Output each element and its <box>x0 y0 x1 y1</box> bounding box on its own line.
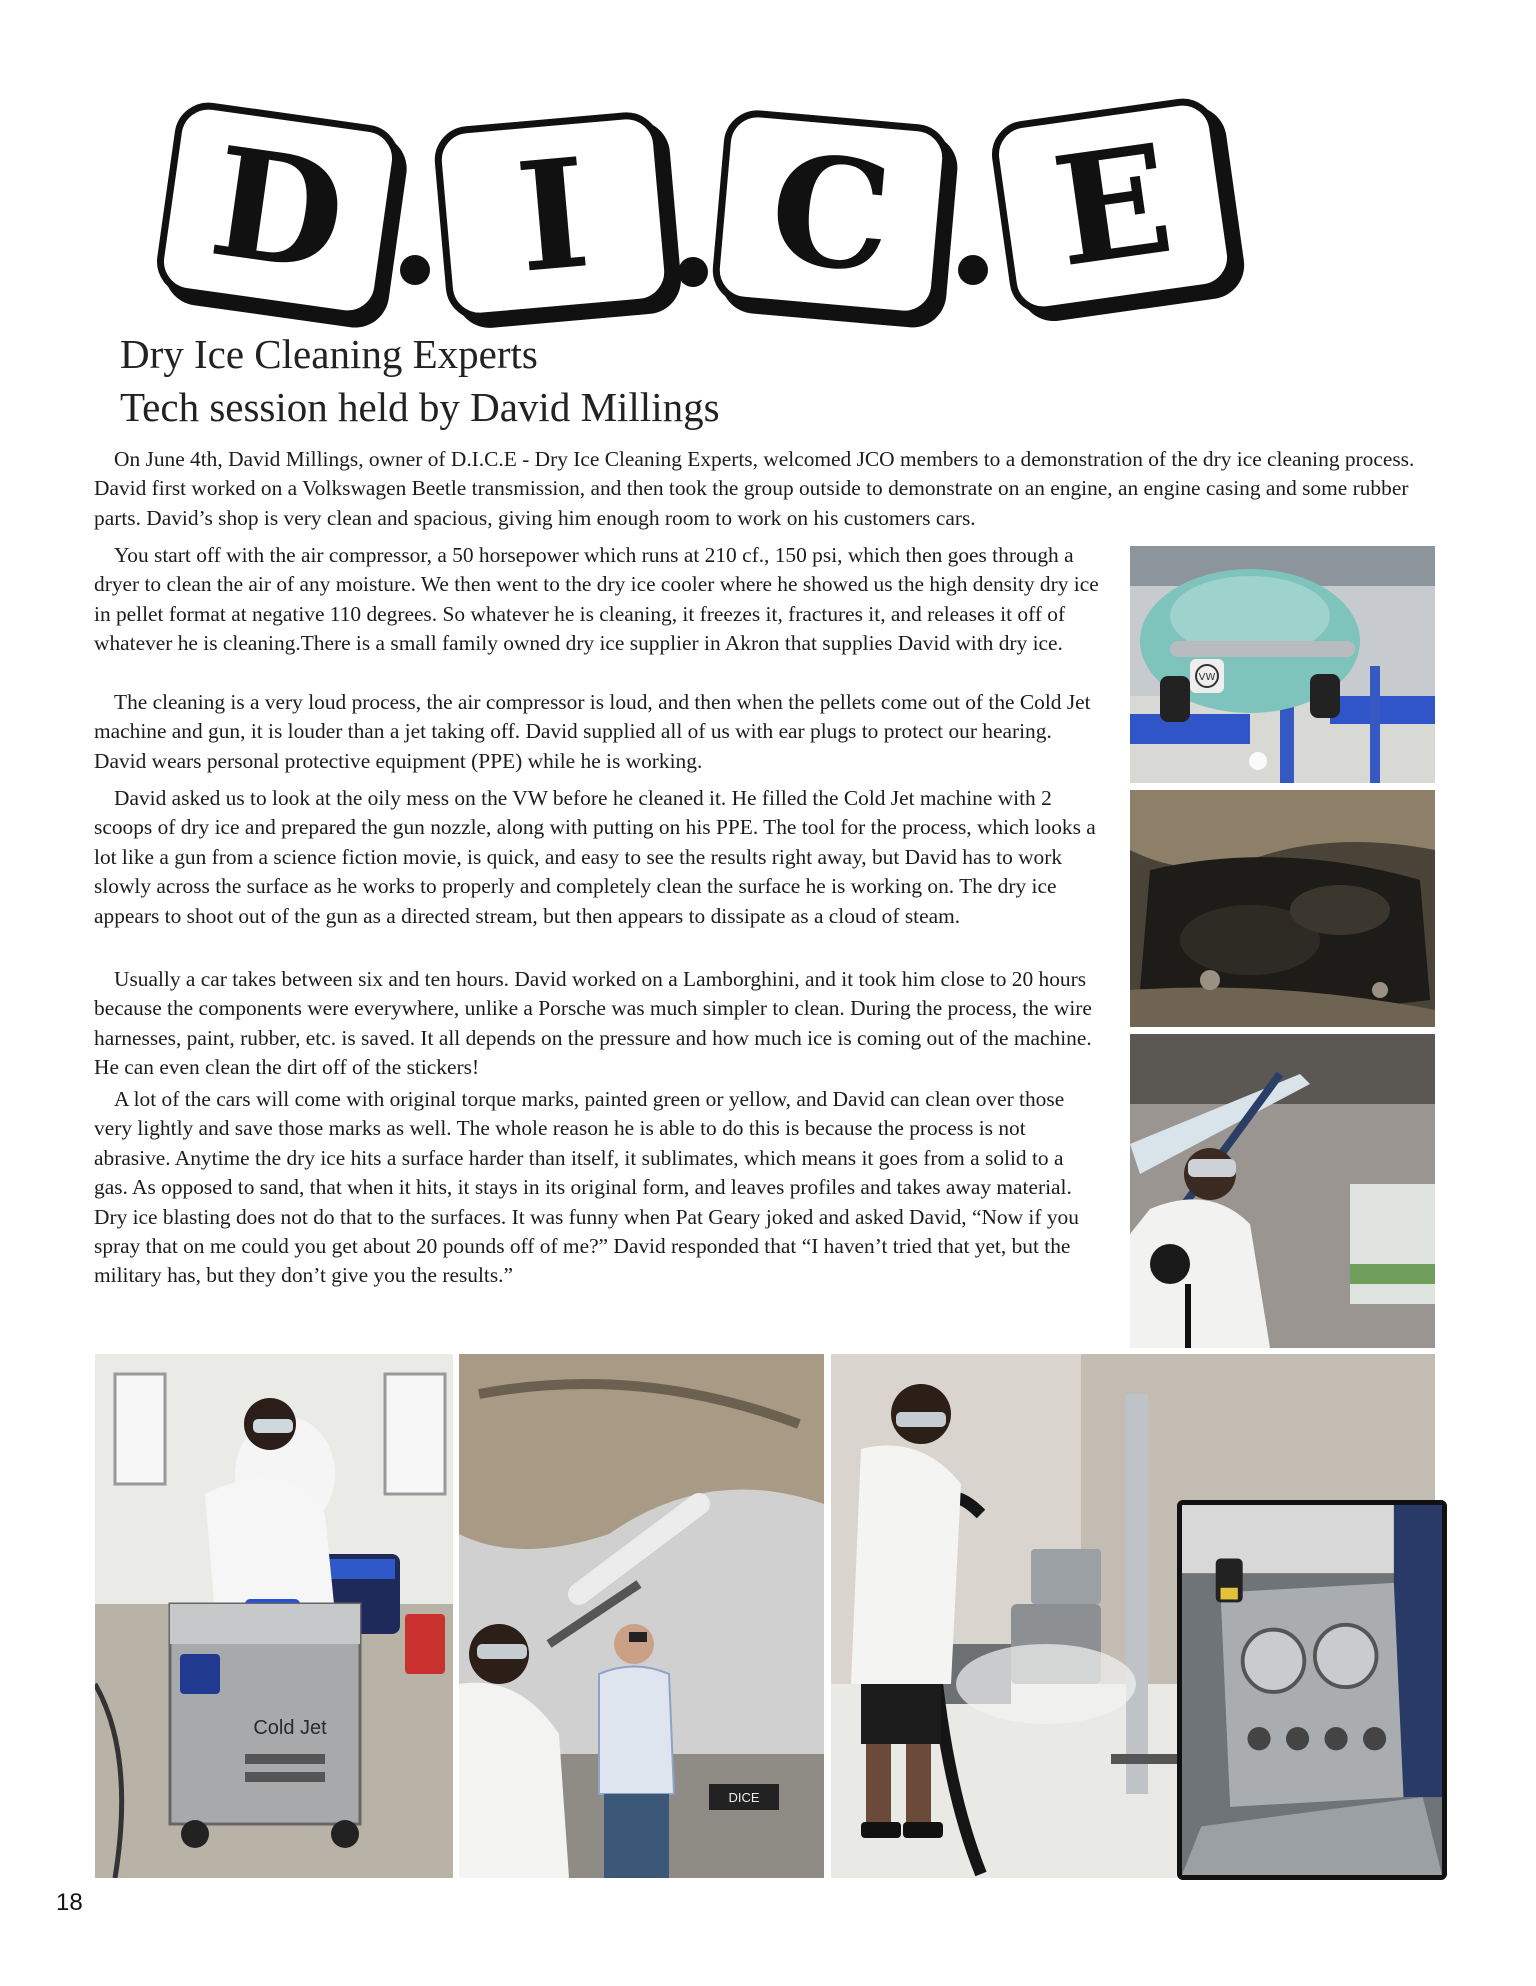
logo-letter: I <box>510 125 596 307</box>
logo-letter: C <box>763 121 899 307</box>
logo-tile-i <box>432 110 674 323</box>
vw-plate-text: VW <box>1198 672 1216 683</box>
logo-dot <box>958 255 988 285</box>
logo-letter: E <box>1044 110 1182 302</box>
article-paragraph: Usually a car takes between six and ten hours. David worked on a Lamborghini, and it took him close to 20 hours because the components were everywhere, unlike a Porsche was much simpler to clean. During the process, the wire harnesses, paint, rubber, etc. is saved. It all depends on the pressure and how much ice is coming out of the machine. He can even clean the dirt off of the stickers! <box>94 967 1092 1080</box>
logo-dot <box>678 257 708 287</box>
vw-beetle-lift-photo <box>1130 546 1435 783</box>
logo-tile-e <box>988 94 1239 318</box>
article-paragraph-intro: On June 4th, David Millings, owner of D.I.C.E - Dry Ice Cleaning Experts, welcomed JCO members to a demonstration of the dry ice cleaning process. David first worked on a Volkswagen Beetle transmission, and then took the group outside to demonstrate on an engine, an engine casing and some rubber parts. David’s shop is very clean and spacious, giving him enough room to work on his customers cars. <box>94 447 1415 530</box>
logo-dot <box>400 255 430 285</box>
article-paragraph: You start off with the air compressor, a 50 horsepower which runs at 210 cf., 150 psi, which then goes through a dryer to clean the air of any moisture. We then went to the dry ice cooler where he showed us the high density dry ice in pellet format at negative 110 degrees. So whatever he is cleaning, it freezes it, fractures it, and releases it off of whatever he is cleaning.There is a small family owned dry ice supplier in Akron that supplies David with dry ice. <box>94 543 1099 656</box>
article-paragraph: A lot of the cars will come with original torque marks, painted green or yellow, and David can clean over those very lightly and save those marks as well. The whole reason he is able to do this is because the process is not abrasive. Anytime the dry ice hits a surface harder than itself, it sublimates, which means it goes from a solid to a gas. As opposed to sand, that when it hits, it stays in its original form, and leaves profiles and takes away material. Dry ice blasting does not do that to the surfaces. It was funny when Pat Geary joked and asked David, “Now if you spray that on me could you get about 20 pounds off of me?” David responded that “I haven’t tried that yet, but the military has, but they don’t give you the results.” <box>94 1087 1079 1288</box>
banner-text: DICE <box>728 1790 760 1805</box>
page-number: 18 <box>56 1889 83 1916</box>
cleaning-under-car-photo <box>1130 1034 1435 1348</box>
logo-tile-d <box>153 98 404 322</box>
machine-brand-text: Cold Jet <box>253 1717 327 1739</box>
article-paragraph: David asked us to look at the oily mess on the VW before he cleaned it. He filled the Cold Jet machine with 2 scoops of dry ice and prepared the gun nozzle, along with putting on his PPE. The tool for the process, which looks a lot like a gun from a science fiction movie, is quick, and easy to see the results right away, but David has to work slowly across the surface as he works to properly and completely clean the surface he is working on. The dry ice appears to shoot out of the gun as a directed stream, but then appears to dissipate as a cloud of steam. <box>94 786 1096 928</box>
logo-letter: D <box>201 113 355 307</box>
spraying-with-onlooker-photo <box>459 1354 824 1878</box>
article-paragraph: The cleaning is a very loud process, the air compressor is loud, and then when the pellets come out of the Cold Jet machine and gun, it is louder than a jet taking off. David supplied all of us with ear plugs to protect our hearing. David wears personal protective equipment (PPE) while he is working. <box>94 690 1091 773</box>
logo-tile-c <box>710 108 952 321</box>
heading-line-1: Dry Ice Cleaning Experts <box>120 331 538 377</box>
oily-undercarriage-photo <box>1130 790 1435 1027</box>
heading-line-2: Tech session held by David Millings <box>120 384 720 430</box>
cold-jet-machine-photo <box>95 1354 453 1878</box>
dice-logo <box>150 105 1260 315</box>
engine-block-closeup-photo <box>1177 1500 1447 1880</box>
